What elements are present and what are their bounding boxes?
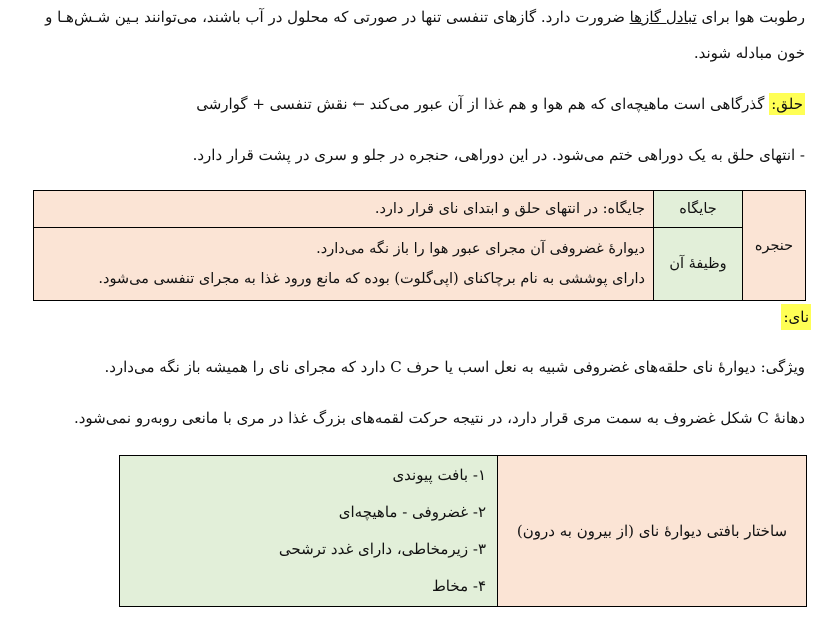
function-label: وظیفهٔ آن bbox=[654, 228, 743, 301]
pharynx-definition: گذرگاهی است ماهیچه‌ای که هم هوا و هم غذا از آن عبور می‌کند ← نقش تنفسی + گوارشی bbox=[196, 95, 770, 113]
function-line-1: دیوارهٔ غضروفی آن مجرای عبور هوا را باز نگه می‌دارد. bbox=[316, 241, 645, 257]
function-line-2: دارای پوششی به نام برچاکنای (اپی‌گلوت) بوده که مانع ورود غذا به مجرای تنفسی می‌شود. bbox=[98, 271, 645, 287]
larynx-table bbox=[33, 190, 806, 301]
function-cell bbox=[34, 228, 654, 301]
pharynx-note: - انتهای حلق به یک دوراهی ختم می‌شود. در این دوراهی، حنجره در جلو و سری در پشت قرار دارد. bbox=[192, 146, 805, 164]
layer-item: ۳- زیرمخاطی، دارای غدد ترشحی bbox=[278, 540, 486, 558]
location-text: جایگاه: در انتهای حلق و ابتدای نای قرار دارد. bbox=[34, 191, 654, 228]
wall-layers-cell bbox=[120, 456, 498, 607]
pharynx-label: حلق: bbox=[771, 95, 803, 113]
trachea-label: نای: bbox=[781, 304, 811, 330]
larynx-title: حنجره bbox=[743, 191, 806, 301]
pharynx-paragraph bbox=[196, 94, 805, 114]
layer-item: ۴- مخاط bbox=[431, 577, 486, 595]
trachea-wall-table bbox=[119, 455, 807, 607]
intro-end: ضرورت دارد. گازهای تنفسی تنها در صورتی که محلول در آب باشند، می‌توانند بـین شـش‌هـا و bbox=[45, 8, 630, 26]
wall-structure-title: ساختار بافتی دیوارهٔ نای (از بیرون به درون) bbox=[498, 456, 807, 607]
wall-layers-list bbox=[121, 457, 496, 605]
location-label: جایگاه bbox=[654, 191, 743, 228]
intro-line-2: خون مبادله شوند. bbox=[693, 44, 805, 62]
trachea-feature: ویژگی: دیوارهٔ نای حلقه‌های غضروفی شبیه به نعل اسب یا حرف C دارد که مجرای نای را همیشه باز نگه می‌دارد. bbox=[104, 358, 805, 376]
layer-item: ۱- بافت پیوندی bbox=[392, 466, 486, 484]
intro-start: رطوبت هوا برای bbox=[696, 8, 805, 26]
cartilage-opening: دهانهٔ C شکل غضروف به سمت مری قرار دارد، در نتیجه حرکت لقمه‌های بزرگ غذا در مری با مانعی روبه‌رو نمی‌شود. bbox=[73, 409, 805, 427]
layer-item: ۲- غضروفی - ماهیچه‌ای bbox=[338, 503, 486, 521]
trachea-heading bbox=[781, 307, 811, 327]
intro-line-1 bbox=[45, 7, 805, 27]
gas-exchange-term: تبادل گازها bbox=[629, 8, 697, 26]
